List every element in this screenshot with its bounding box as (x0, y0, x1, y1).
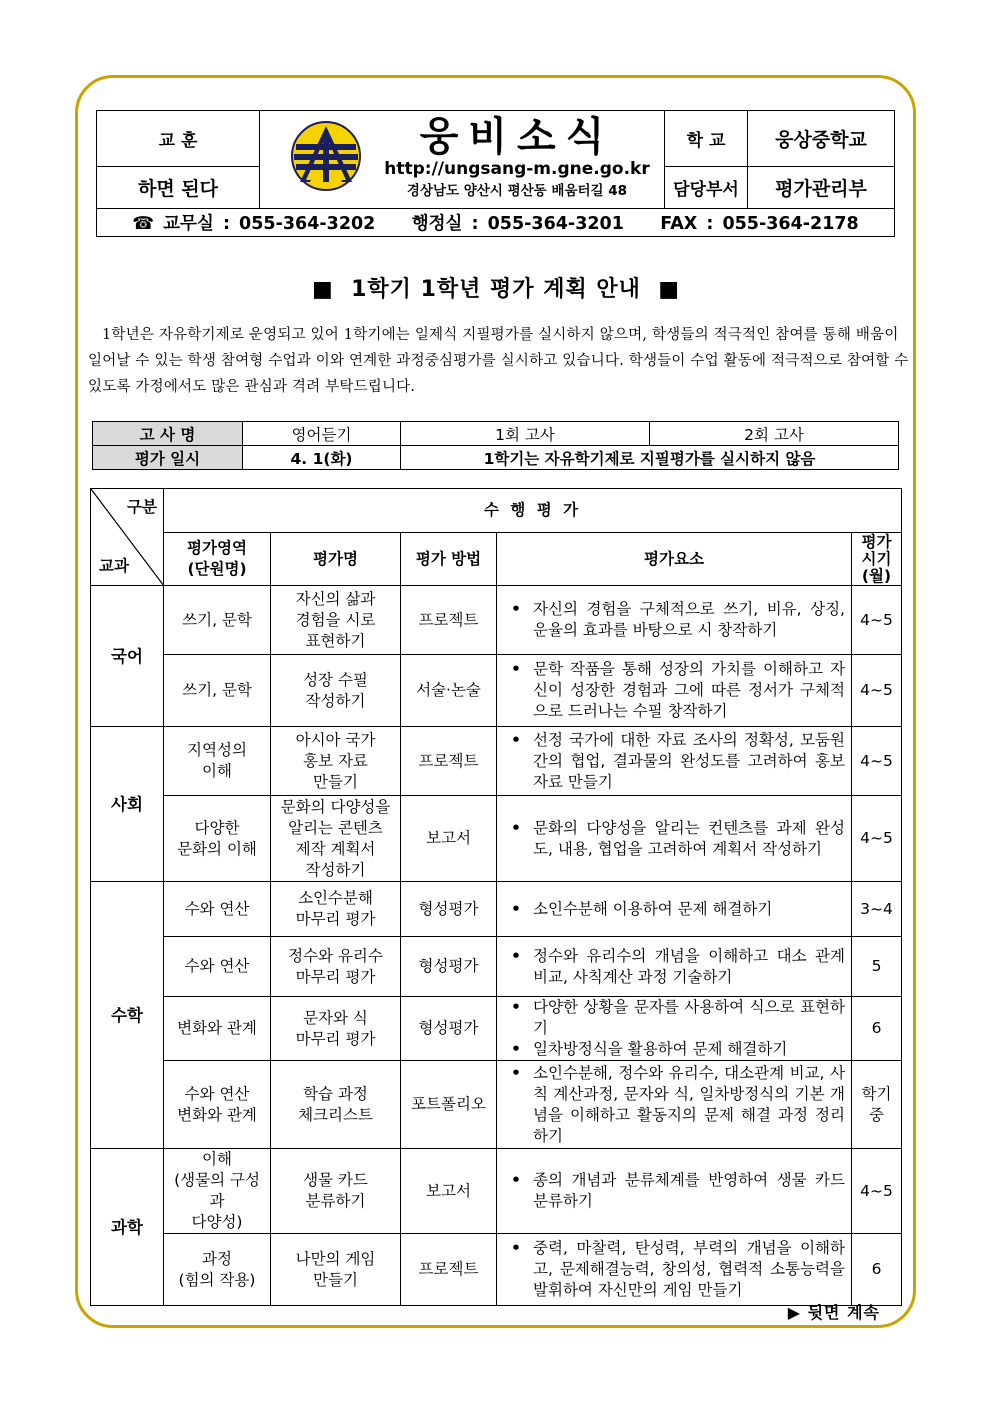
assessment-name: 나만의 게임 만들기 (271, 1234, 401, 1306)
table-row (91, 882, 902, 937)
corner-subject: 교과 (99, 557, 129, 575)
element-list (507, 1063, 845, 1147)
element-item: • 문학 작품을 통해 성장의 가치를 이해하고 자신이 성장한 경험과 그에 따른 정서가 구체적으로 드러나는 수필 창작하기 (533, 659, 845, 722)
assessment-table (90, 488, 902, 1306)
contact-line (97, 209, 895, 237)
corner-category: 구분 (127, 498, 157, 516)
assessment-area: 다양한 문화의 이해 (164, 796, 271, 882)
assessment-name: 성장 수필 작성하기 (271, 655, 401, 727)
school-logo-icon (290, 120, 362, 192)
motto-label: 교 훈 (97, 111, 260, 167)
element-list (507, 730, 845, 793)
element-item: • 자신의 경험을 구체적으로 쓰기, 비유, 상징, 운율의 효과를 바탕으로 시 창작하기 (533, 599, 845, 641)
assessment-area: 과정 (힘의 작용) (164, 1234, 271, 1306)
exam-2: 2회 고사 (650, 422, 899, 446)
element-item: • 소인수분해, 정수와 유리수, 대소관계 비교, 사칙 계산과정, 문자와 식, 일차방정식의 기본 개념을 이해하고 활동지의 문제 해결 과정 정리하기 (533, 1063, 845, 1147)
assessment-elements (497, 1061, 852, 1149)
assessment-time: 6 (852, 997, 902, 1061)
assessment-time: 4~5 (852, 727, 902, 796)
subject-science: 과학 (91, 1149, 164, 1306)
assessment-elements (497, 1234, 852, 1306)
element-list (507, 599, 845, 641)
assessment-name: 아시아 국가 홍보 자료 만들기 (271, 727, 401, 796)
assessment-name: 문자와 식 마무리 평가 (271, 997, 401, 1061)
assessment-time: 6 (852, 1234, 902, 1306)
assessment-elements (497, 655, 852, 727)
element-item: • 선정 국가에 대한 자료 조사의 정확성, 모둠원간의 협업, 결과물의 완성도를 고려하여 홍보자료 만들기 (533, 730, 845, 793)
corner-cell (91, 489, 164, 586)
masthead (260, 111, 665, 209)
col-elements: 평가요소 (497, 533, 852, 586)
motto: 하면 된다 (97, 167, 260, 209)
listening-date: 4. 1(화) (243, 446, 401, 470)
exam-name-label: 고 사 명 (93, 422, 243, 446)
performance-assessment-header: 수 행 평 가 (164, 489, 902, 533)
assessment-method: 보고서 (401, 1149, 497, 1234)
assessment-elements (497, 997, 852, 1061)
table-row (91, 727, 902, 796)
phone-icon: ☎ (132, 214, 155, 234)
col-method: 평가 방법 (401, 533, 497, 586)
assessment-time: 학기 중 (852, 1061, 902, 1149)
table-row (91, 997, 902, 1061)
element-list (507, 1170, 845, 1212)
col-time: 평가 시기 (월) (852, 533, 902, 586)
element-item: • 정수와 유리수의 개념을 이해하고 대소 관계 비교, 사칙계산 과정 기술하기 (533, 946, 845, 988)
contact-numbers: 교무실 : 055-364-3202 행정실 : 055-364-3201 FAX : 055-364-2178 (163, 214, 859, 234)
element-list (507, 997, 845, 1060)
assessment-method: 형성평가 (401, 882, 497, 937)
assessment-time: 4~5 (852, 1149, 902, 1234)
exam-date-label: 평가 일시 (93, 446, 243, 470)
assessment-name: 문화의 다양성을 알리는 콘텐츠 제작 계획서 작성하기 (271, 796, 401, 882)
assessment-method: 포트폴리오 (401, 1061, 497, 1149)
assessment-time: 4~5 (852, 796, 902, 882)
element-list (507, 659, 845, 722)
assessment-elements (497, 882, 852, 937)
dept-name: 평가관리부 (748, 167, 895, 209)
assessment-name: 자신의 삶과 경험을 시로 표현하기 (271, 586, 401, 655)
newsletter-title: 웅비소식 (419, 114, 615, 160)
intro-paragraph (88, 322, 910, 400)
subject-social: 사회 (91, 727, 164, 882)
assessment-area: 수와 연산 변화와 관계 (164, 1061, 271, 1149)
table-row (91, 796, 902, 882)
element-item: • 종의 개념과 분류체계를 반영하여 생물 카드 분류하기 (533, 1170, 845, 1212)
assessment-area: 수와 연산 (164, 882, 271, 937)
assessment-method: 서술·논술 (401, 655, 497, 727)
element-item: • 다양한 상황을 문자를 사용하여 식으로 표현하기 (533, 997, 845, 1039)
assessment-name: 소인수분해 마무리 평가 (271, 882, 401, 937)
assessment-area: 이해 (생물의 구성과 다양성) (164, 1149, 271, 1234)
element-item: • 문화의 다양성을 알리는 컨텐츠를 과제 완성도, 내용, 협업을 고려하여 계획서 작성하기 (533, 818, 845, 860)
assessment-time: 3~4 (852, 882, 902, 937)
element-list (507, 818, 845, 860)
element-list (507, 1238, 845, 1301)
assessment-method: 형성평가 (401, 937, 497, 997)
assessment-name: 정수와 유리수 마무리 평가 (271, 937, 401, 997)
newsletter-header (96, 110, 895, 237)
col-name: 평가명 (271, 533, 401, 586)
assessment-name: 학습 과정 체크리스트 (271, 1061, 401, 1149)
assessment-elements (497, 796, 852, 882)
school-address: 경상남도 양산시 평산동 배움터길 48 (406, 183, 628, 199)
exam-schedule-table (92, 421, 899, 470)
assessment-method: 형성평가 (401, 997, 497, 1061)
exam-listening: 영어듣기 (243, 422, 401, 446)
continued-notice: ▶ 뒷면 계속 (787, 1303, 880, 1322)
assessment-method: 프로젝트 (401, 586, 497, 655)
assessment-elements (497, 727, 852, 796)
table-row (91, 586, 902, 655)
assessment-method: 보고서 (401, 796, 497, 882)
subject-korean: 국어 (91, 586, 164, 727)
assessment-area: 변화와 관계 (164, 997, 271, 1061)
intro-text: 1학년은 자유학기제로 운영되고 있어 1학기에는 일제식 지필평가를 실시하지 않으며, 학생들의 적극적인 참여를 통해 배움이 일어날 수 있는 학생 참여형 수업과 이와 연계한 과정중심평가를 실시하고 있습니다. 학생들이 수업 활동에 적극적으로 참여할 수 있도록 가정에서도 많은 관심과 격려 부탁드립니다. (88, 327, 909, 395)
element-item: • 중력, 마찰력, 탄성력, 부력의 개념을 이해하고, 문제해결능력, 창의성, 협력적 소통능력을 발휘하여 자신만의 게임 만들기 (533, 1238, 845, 1301)
element-item: • 일차방정식을 활용하여 문제 해결하기 (533, 1039, 845, 1060)
table-row (91, 1061, 902, 1149)
assessment-elements (497, 1149, 852, 1234)
subject-math: 수학 (91, 882, 164, 1149)
element-list (507, 946, 845, 988)
assessment-time: 4~5 (852, 655, 902, 727)
school-label: 학 교 (665, 111, 748, 167)
assessment-area: 쓰기, 문학 (164, 586, 271, 655)
exam-1: 1회 고사 (401, 422, 650, 446)
table-row (91, 937, 902, 997)
table-row (91, 1234, 902, 1306)
school-url[interactable]: http://ungsang-m.gne.go.kr (384, 159, 650, 179)
assessment-method: 프로젝트 (401, 727, 497, 796)
assessment-time: 5 (852, 937, 902, 997)
school-name: 웅상중학교 (748, 111, 895, 167)
assessment-area: 쓰기, 문학 (164, 655, 271, 727)
assessment-method: 프로젝트 (401, 1234, 497, 1306)
dept-label: 담당부서 (665, 167, 748, 209)
element-item: • 소인수분해 이용하여 문제 해결하기 (533, 899, 845, 920)
assessment-area: 수와 연산 (164, 937, 271, 997)
page-title: ■ 1학기 1학년 평가 계획 안내 ■ (312, 277, 680, 302)
table-row (91, 655, 902, 727)
element-list (507, 899, 845, 920)
assessment-name: 생물 카드 분류하기 (271, 1149, 401, 1234)
col-area: 평가영역 (단원명) (164, 533, 271, 586)
assessment-elements (497, 586, 852, 655)
assessment-time: 4~5 (852, 586, 902, 655)
schedule-note: 1학기는 자유학기제로 지필평가를 실시하지 않음 (401, 446, 899, 470)
assessment-area: 지역성의 이해 (164, 727, 271, 796)
table-row (91, 1149, 902, 1234)
assessment-elements (497, 937, 852, 997)
